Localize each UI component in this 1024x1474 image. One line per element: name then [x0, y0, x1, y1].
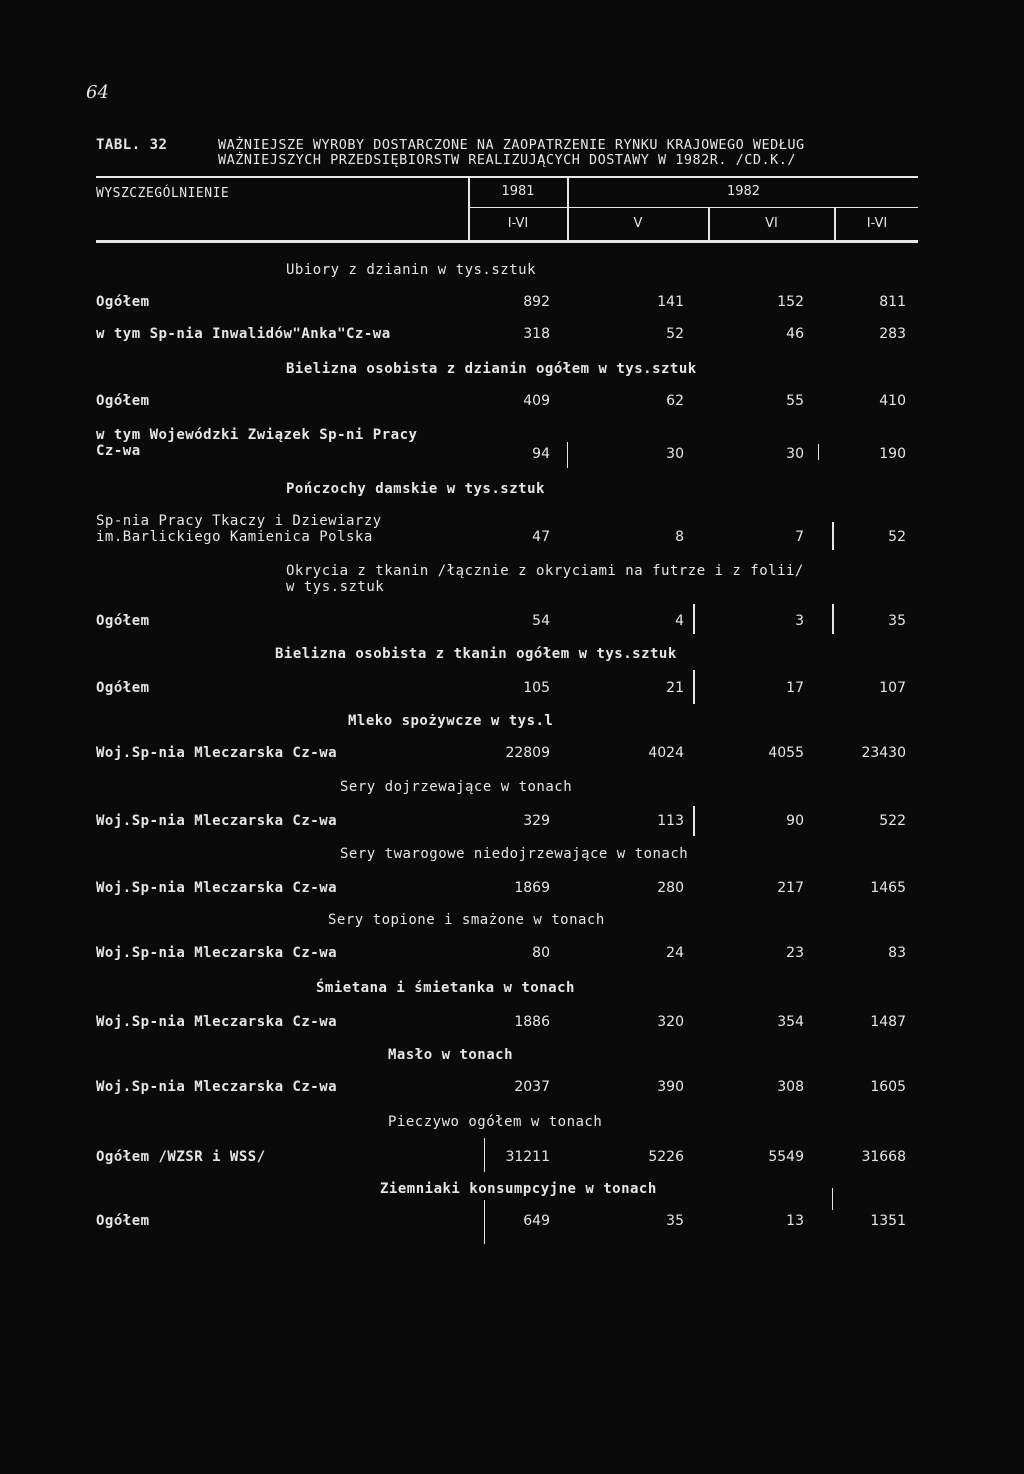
value-cell: 4055 — [768, 745, 804, 761]
value-cell: 280 — [657, 880, 684, 896]
section-title: Okrycia z tkanin /łącznie z okryciami na futrze i z folii/ — [286, 563, 804, 579]
value-cell: 4024 — [648, 745, 684, 761]
value-cell: 90 — [786, 813, 804, 829]
row-label: Woj.Sp-nia Mleczarska Cz-wa — [96, 1014, 338, 1030]
section-title: Masło w tonach — [388, 1047, 514, 1063]
row-label: Woj.Sp-nia Mleczarska Cz-wa — [96, 880, 338, 896]
row-label: Ogółem — [96, 613, 150, 629]
row-label: Ogółem — [96, 680, 150, 696]
value-cell: 1886 — [514, 1014, 550, 1030]
header-period-1: I-VI — [507, 216, 529, 231]
value-cell: 811 — [879, 294, 906, 310]
value-cell: 23 — [786, 945, 804, 961]
table-title-line-1: WAŻNIEJSZE WYROBY DOSTARCZONE NA ZAOPATRZENIE RYNKU KRAJOWEGO WEDŁUG — [218, 137, 805, 153]
value-cell: 62 — [666, 393, 684, 409]
section-title-continued: w tys.sztuk — [286, 579, 385, 595]
header-mid-rule — [468, 207, 918, 208]
value-cell: 410 — [879, 393, 906, 409]
value-cell: 107 — [879, 680, 906, 696]
value-cell: 23430 — [861, 745, 906, 761]
row-label: Woj.Sp-nia Mleczarska Cz-wa — [96, 813, 338, 829]
value-cell: 55 — [786, 393, 804, 409]
row-label: Ogółem — [96, 393, 150, 409]
value-cell: 390 — [657, 1079, 684, 1095]
value-cell: 94 — [532, 446, 550, 462]
header-col-label: WYSZCZEGÓLNIENIE — [96, 186, 230, 201]
value-cell: 54 — [532, 613, 550, 629]
page-number: 64 — [86, 82, 109, 103]
value-cell: 35 — [888, 613, 906, 629]
section-title: Śmietana i śmietanka w tonach — [316, 980, 575, 996]
column-tick — [693, 604, 695, 634]
section-title: Sery topione i smażone w tonach — [328, 912, 605, 928]
row-label: Ogółem — [96, 294, 150, 310]
value-cell: 52 — [888, 529, 906, 545]
value-cell: 2037 — [514, 1079, 550, 1095]
section-title: Bielizna osobista z tkanin ogółem w tys.sztuk — [275, 646, 677, 662]
value-cell: 1465 — [870, 880, 906, 896]
value-cell: 7 — [795, 529, 804, 545]
value-cell: 31668 — [861, 1149, 906, 1165]
section-title: Sery dojrzewające w tonach — [340, 779, 573, 795]
value-cell: 30 — [666, 446, 684, 462]
value-cell: 649 — [523, 1213, 550, 1229]
value-cell: 1605 — [870, 1079, 906, 1095]
value-cell: 8 — [675, 529, 684, 545]
column-tick — [832, 1188, 833, 1210]
row-label: Woj.Sp-nia Mleczarska Cz-wa — [96, 745, 338, 761]
header-bottom-rule — [96, 240, 918, 243]
value-cell: 892 — [523, 294, 550, 310]
value-cell: 31211 — [505, 1149, 550, 1165]
section-title: Ziemniaki konsumpcyjne w tonach — [380, 1181, 657, 1197]
value-cell: 30 — [786, 446, 804, 462]
value-cell: 13 — [786, 1213, 804, 1229]
row-label: Ogółem — [96, 1213, 150, 1229]
value-cell: 22809 — [505, 745, 550, 761]
value-cell: 283 — [879, 326, 906, 342]
value-cell: 17 — [786, 680, 804, 696]
value-cell: 522 — [879, 813, 906, 829]
column-tick — [693, 670, 695, 704]
value-cell: 141 — [657, 294, 684, 310]
row-label-continued: im.Barlickiego Kamienica Polska — [96, 529, 373, 545]
row-label: Woj.Sp-nia Mleczarska Cz-wa — [96, 945, 338, 961]
row-label-continued: Cz-wa — [96, 443, 141, 459]
row-label: Woj.Sp-nia Mleczarska Cz-wa — [96, 1079, 338, 1095]
value-cell: 409 — [523, 393, 550, 409]
header-period-2: V — [633, 216, 643, 231]
section-title: Bielizna osobista z dzianin ogółem w tys.sztuk — [286, 361, 697, 377]
value-cell: 5549 — [768, 1149, 804, 1165]
value-cell: 354 — [777, 1014, 804, 1030]
value-cell: 83 — [888, 945, 906, 961]
row-label: w tym Sp-nia Inwalidów"Anka"Cz-wa — [96, 326, 391, 342]
header-year-1982: 1982 — [726, 184, 761, 199]
value-cell: 105 — [523, 680, 550, 696]
header-year-1981: 1981 — [501, 184, 535, 199]
value-cell: 46 — [786, 326, 804, 342]
value-cell: 24 — [666, 945, 684, 961]
section-title: Pieczywo ogółem w tonach — [388, 1114, 603, 1130]
value-cell: 190 — [879, 446, 906, 462]
value-cell: 21 — [666, 680, 684, 696]
header-period-4: I-VI — [866, 216, 888, 231]
value-cell: 308 — [777, 1079, 804, 1095]
value-cell: 320 — [657, 1014, 684, 1030]
value-cell: 152 — [777, 294, 804, 310]
section-title: Mleko spożywcze w tys.l — [348, 713, 554, 729]
value-cell: 217 — [777, 880, 804, 896]
row-label: Ogółem /WZSR i WSS/ — [96, 1149, 266, 1165]
table-title-line-2: WAŻNIEJSZYCH PRZEDSIĘBIORSTW REALIZUJĄCYCH DOSTAWY W 1982R. /CD.K./ — [218, 152, 797, 168]
section-title: Sery twarogowe niedojrzewające w tonach — [340, 846, 689, 862]
value-cell: 113 — [657, 813, 684, 829]
row-label: Sp-nia Pracy Tkaczy i Dziewiarzy — [96, 513, 382, 529]
value-cell: 318 — [523, 326, 550, 342]
value-cell: 1869 — [514, 880, 550, 896]
value-cell: 35 — [666, 1213, 684, 1229]
column-tick — [693, 806, 695, 836]
value-cell: 329 — [523, 813, 550, 829]
value-cell: 47 — [532, 529, 550, 545]
section-title: Pończochy damskie w tys.sztuk — [286, 481, 545, 497]
value-cell: 1487 — [870, 1014, 906, 1030]
section-title: Ubiory z dzianin w tys.sztuk — [286, 262, 537, 278]
value-cell: 4 — [675, 613, 684, 629]
header-top-rule — [96, 176, 918, 178]
value-cell: 80 — [532, 945, 550, 961]
table-label: TABL. 32 — [96, 137, 168, 153]
value-cell: 5226 — [648, 1149, 684, 1165]
value-cell: 52 — [666, 326, 684, 342]
value-cell: 1351 — [870, 1213, 906, 1229]
header-period-3: VI — [765, 216, 778, 231]
row-label: w tym Wojewódzki Związek Sp-ni Pracy — [96, 427, 418, 443]
value-cell: 3 — [795, 613, 804, 629]
column-tick — [567, 442, 568, 468]
